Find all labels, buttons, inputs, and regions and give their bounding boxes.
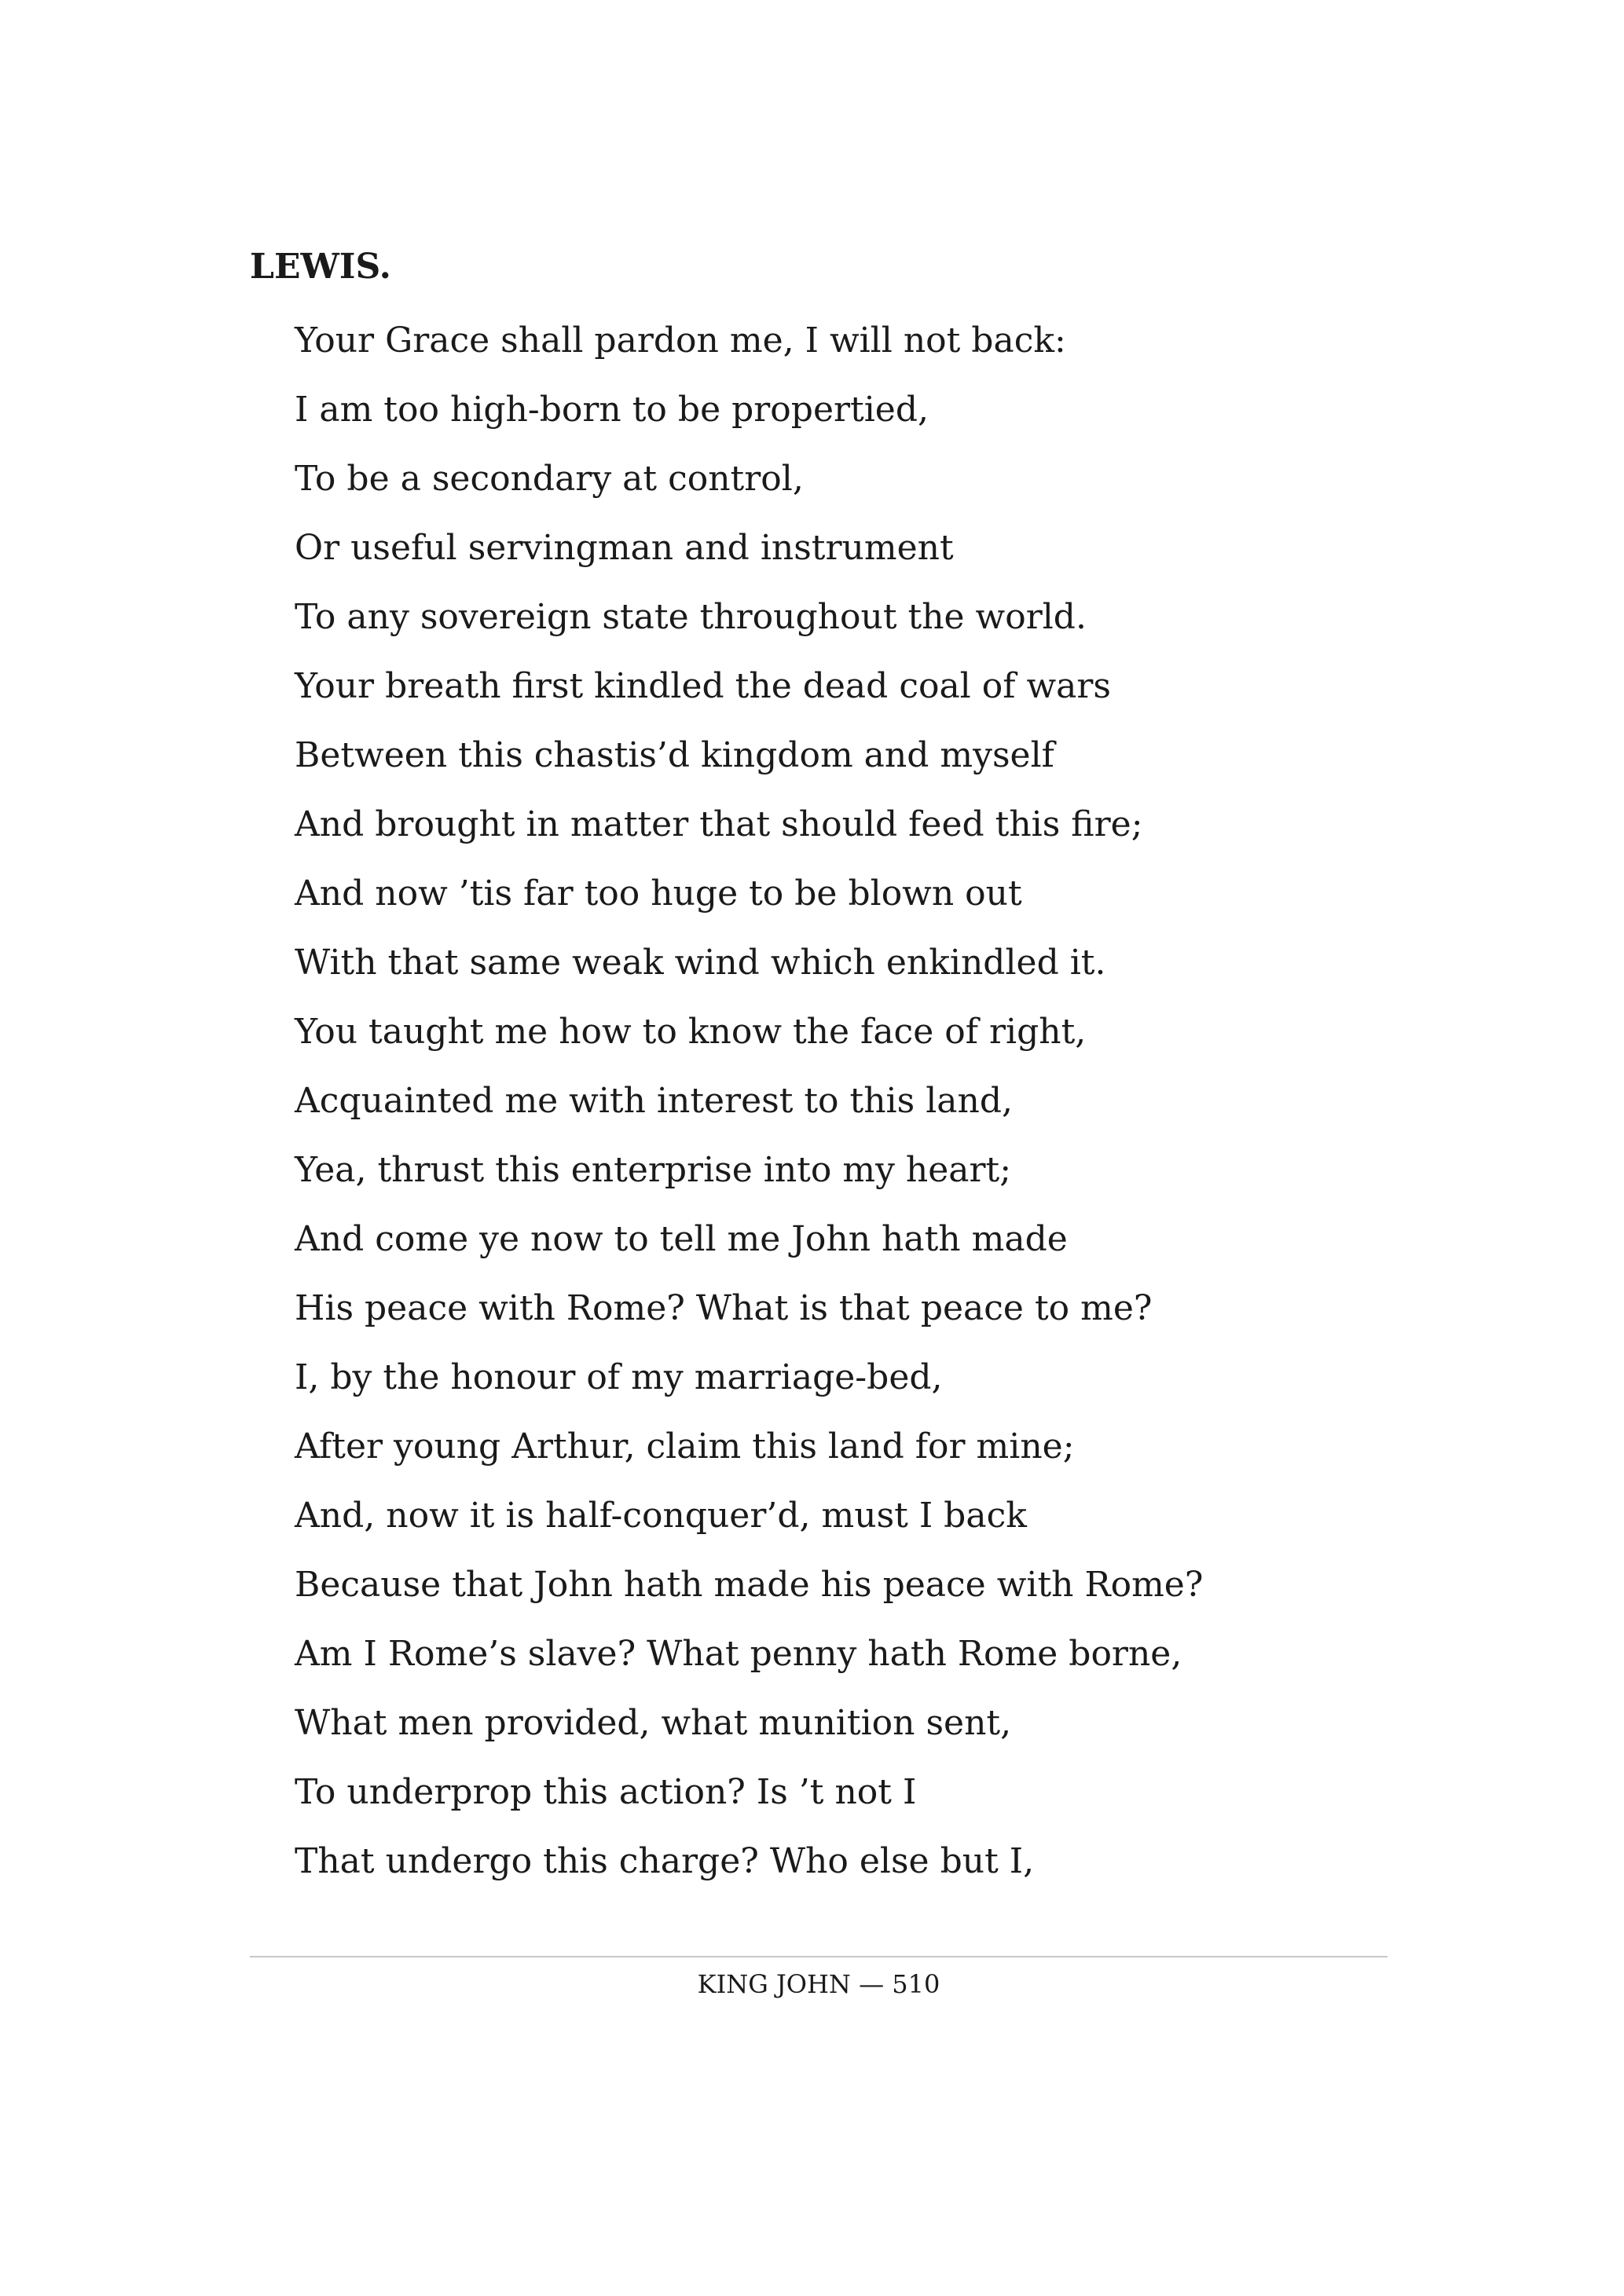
verse-line: Between this chastis’d kingdom and myself xyxy=(295,735,1054,775)
verse-line: What men provided, what munition sent, xyxy=(295,1703,1012,1743)
verse-line: With that same weak wind which enkindled it. xyxy=(295,943,1106,983)
speaker-name: LEWIS. xyxy=(250,247,391,287)
verse-line: Because that John hath made his peace with Rome? xyxy=(295,1565,1204,1605)
verse-line: I am too high-born to be propertied, xyxy=(295,390,929,430)
verse-line: To be a secondary at control, xyxy=(295,459,804,499)
verse-line: Your Grace shall pardon me, I will not back: xyxy=(295,320,1066,361)
verse-line: Or useful servingman and instrument xyxy=(295,528,954,568)
verse-line: Your breath first kindled the dead coal of wars xyxy=(295,666,1112,706)
verse-line: His peace with Rome? What is that peace to me? xyxy=(295,1288,1153,1328)
verse-line: And now ’tis far too huge to be blown out xyxy=(295,873,1022,914)
verse-block xyxy=(295,306,1203,1896)
footer-divider xyxy=(250,1956,1388,1957)
verse-line: Yea, thrust this enterprise into my heart; xyxy=(295,1150,1012,1190)
verse-line: You taught me how to know the face of right, xyxy=(295,1012,1087,1052)
verse-line: And come ye now to tell me John hath made xyxy=(295,1219,1068,1259)
verse-line: That undergo this charge? Who else but I, xyxy=(295,1841,1035,1881)
verse-line: I, by the honour of my marriage-bed, xyxy=(295,1357,943,1397)
verse-line: Acquainted me with interest to this land, xyxy=(295,1081,1013,1121)
page-footer: KING JOHN — 510 xyxy=(697,1969,940,1999)
verse-line: To any sovereign state throughout the world. xyxy=(295,597,1087,637)
verse-line: Am I Rome’s slave? What penny hath Rome borne, xyxy=(295,1634,1182,1674)
verse-line: To underprop this action? Is ’t not I xyxy=(295,1772,917,1812)
verse-line: After young Arthur, claim this land for mine; xyxy=(295,1426,1075,1467)
verse-line: And brought in matter that should feed this fire; xyxy=(295,804,1143,844)
verse-line: And, now it is half-conquer’d, must I back xyxy=(295,1496,1027,1536)
